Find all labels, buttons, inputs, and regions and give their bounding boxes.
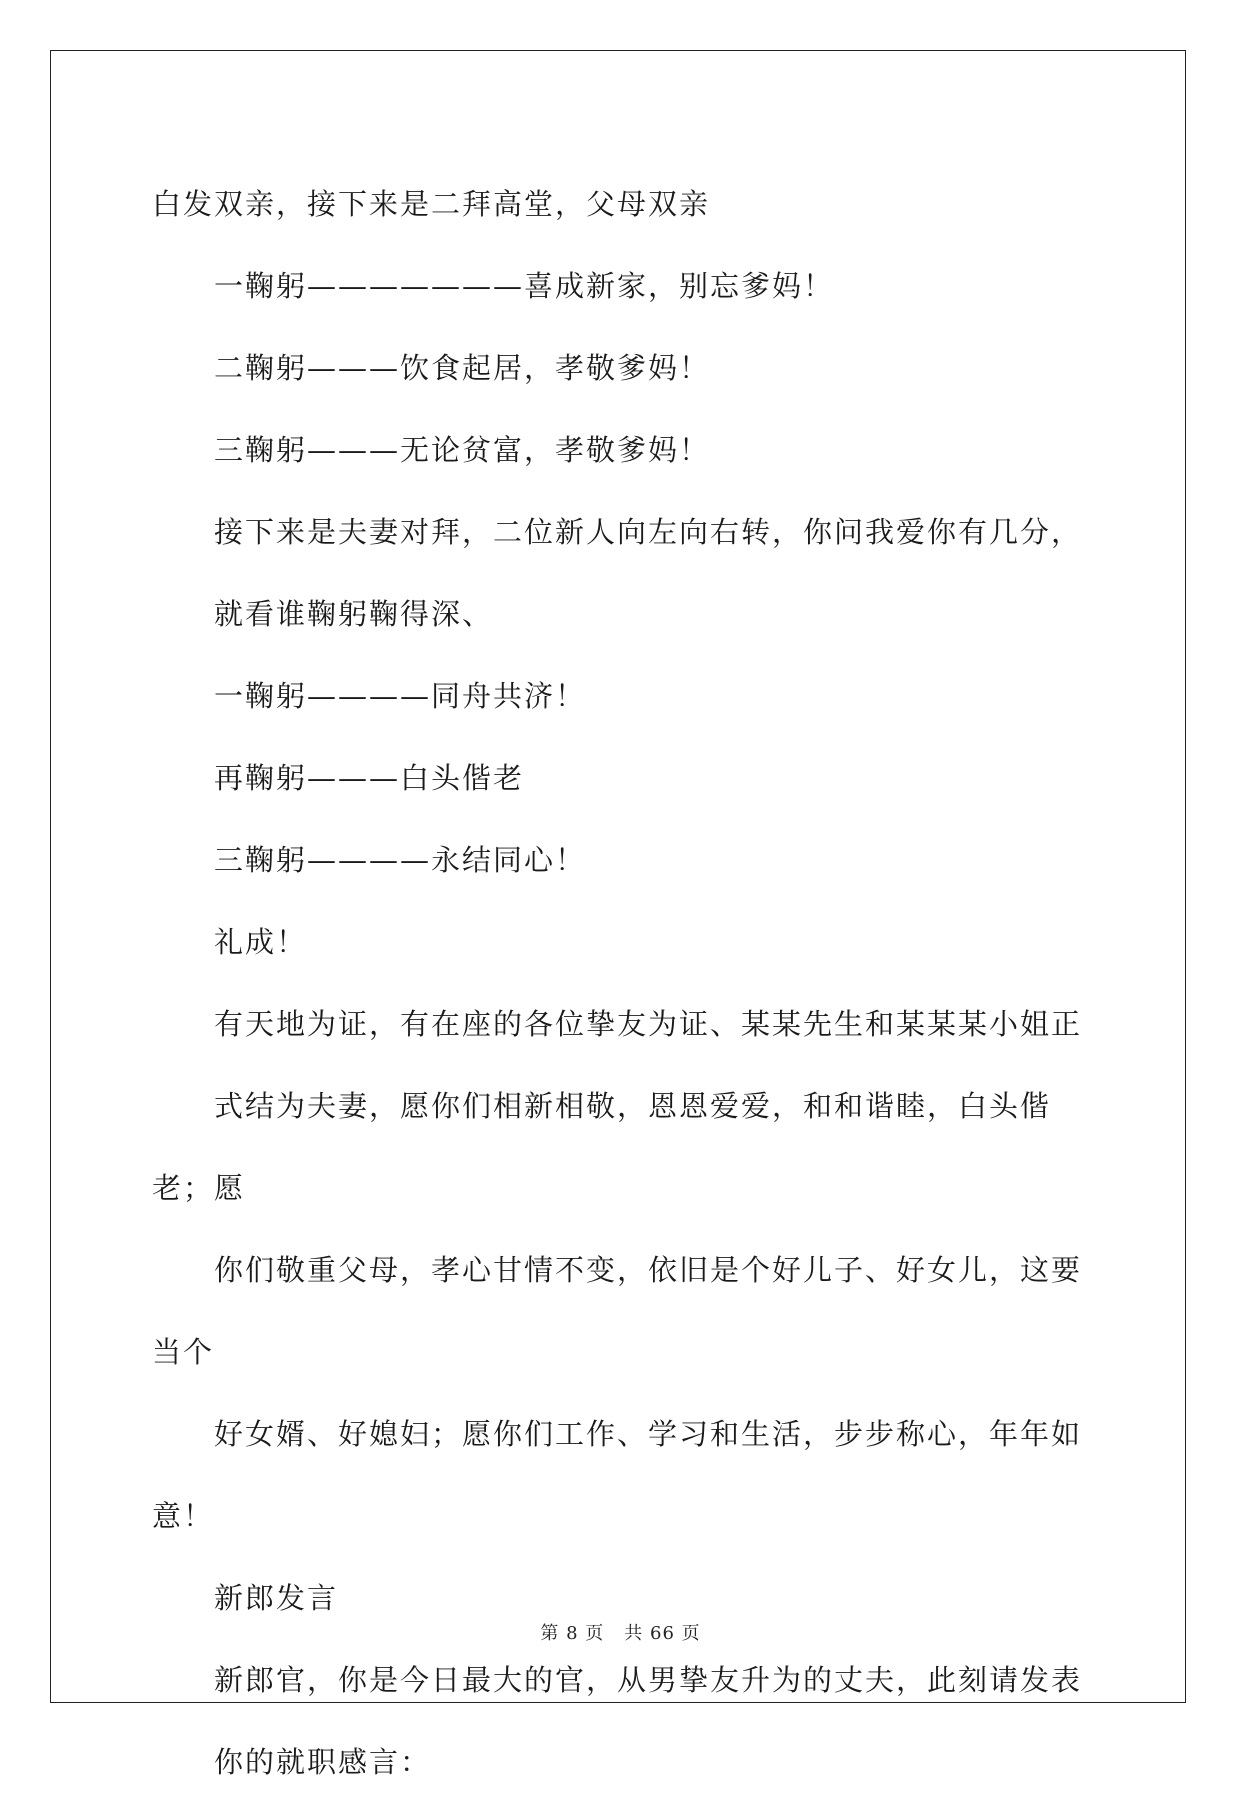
text-line: 你的就职感言： — [214, 1745, 432, 1779]
page-total: 共 66 页 — [624, 1623, 701, 1644]
text-line: 接下来是夫妻对拜，二位新人向左向右转，你问我爱你有几分， — [214, 515, 1083, 549]
paragraph — [152, 819, 1087, 901]
paragraph — [152, 737, 1087, 819]
text-line: 三鞠躬————永结同心！ — [214, 843, 587, 877]
paragraph — [152, 245, 1087, 327]
paragraph — [152, 1639, 1087, 1803]
text-line: 好女婿、好媳妇；愿你们工作、学习和生活，步步称心，年年如意！ — [152, 1417, 1083, 1533]
paragraph — [152, 409, 1087, 491]
text-line: 再鞠躬———白头偕老 — [214, 761, 525, 795]
paragraph — [152, 655, 1087, 737]
text-line: 就看谁鞠躬鞠得深、 — [214, 597, 494, 631]
paragraph — [152, 163, 1087, 245]
text-line: 有天地为证，有在座的各位挚友为证、某某先生和某某某小姐正 — [214, 1007, 1083, 1041]
paragraph — [152, 901, 1087, 983]
text-line: 式结为夫妻，愿你们相新相敬，恩恩爱爱，和和谐睦，白头偕老；愿 — [152, 1089, 1052, 1205]
paragraph — [152, 983, 1087, 1557]
page-footer — [0, 1619, 1241, 1645]
text-line: 一鞠躬———————喜成新家，别忘爹妈！ — [214, 269, 835, 303]
text-line: 礼成！ — [214, 925, 308, 959]
text-line: 新郎官，你是今日最大的官，从男挚友升为的丈夫，此刻请发表 — [214, 1663, 1083, 1697]
text-line: 三鞠躬———无论贫富，孝敬爹妈！ — [214, 433, 711, 467]
document-body — [152, 163, 1087, 1803]
text-line: 你们敬重父母，孝心甘情不变，依旧是个好儿子、好女儿，这要当个 — [152, 1253, 1083, 1369]
page-number: 第 8 页 — [540, 1623, 605, 1644]
paragraph — [152, 327, 1087, 409]
text-line: 二鞠躬———饮食起居，孝敬爹妈！ — [214, 351, 711, 385]
text-line: 白发双亲，接下来是二拜高堂，父母双亲 — [152, 187, 711, 221]
paragraph — [152, 491, 1087, 655]
text-line: 一鞠躬————同舟共济！ — [214, 679, 587, 713]
text-line: 新郎发言 — [214, 1581, 339, 1615]
